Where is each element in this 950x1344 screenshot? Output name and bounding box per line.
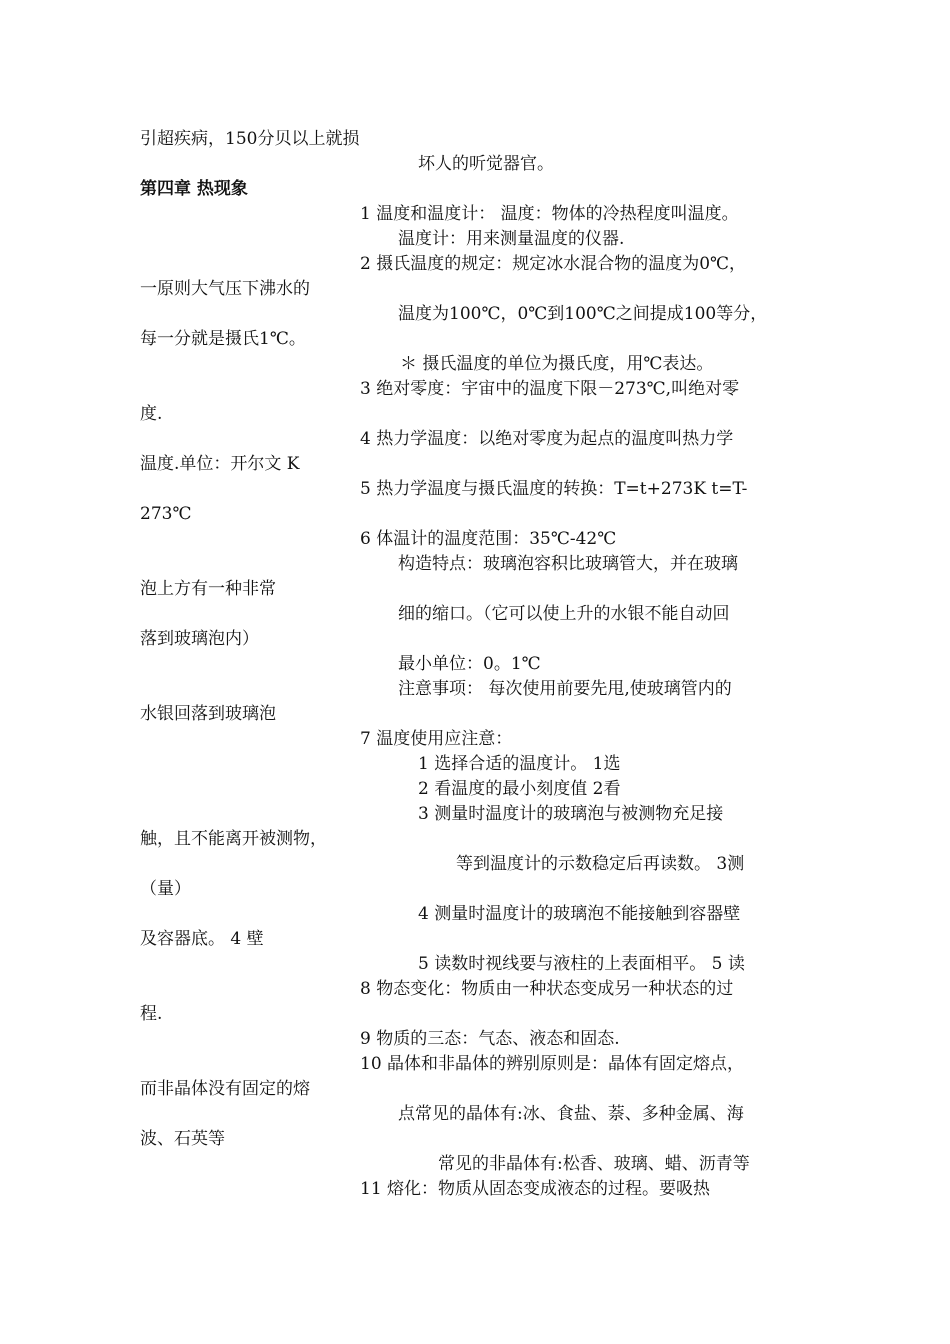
text-line: 细的缩口。（它可以使上升的水银不能自动回	[398, 604, 730, 624]
text-line: 及容器底。 4 壁	[140, 929, 264, 949]
text-line: 泡上方有一种非常	[140, 579, 276, 599]
text-line: 一原则大气压下沸水的	[140, 279, 310, 299]
chapter-heading: 第四章 热现象	[140, 179, 248, 199]
text-line: 2 摄氏温度的规定：规定冰水混合物的温度为0℃，	[360, 254, 747, 274]
text-line: 4 测量时温度计的玻璃泡不能接触到容器壁	[418, 904, 741, 924]
text-line: 2 看温度的最小刻度值 2看	[418, 779, 621, 799]
text-line: 点常见的晶体有:冰、食盐、萘、多种金属、海	[398, 1104, 744, 1124]
text-line: 最小单位：0。1℃	[398, 654, 541, 674]
text-line: 落到玻璃泡内）	[140, 629, 259, 649]
text-line: 7 温度使用应注意：	[360, 729, 513, 749]
text-line: 4 热力学温度：以绝对零度为起点的温度叫热力学	[360, 429, 734, 449]
text-line: 注意事项： 每次使用前要先甩,使玻璃管内的	[398, 679, 732, 699]
text-line: 坏人的听觉器官。	[418, 154, 554, 174]
text-line: 1 选择合适的温度计。 1选	[418, 754, 621, 774]
text-line: 8 物态变化：物质由一种状态变成另一种状态的过	[360, 979, 734, 999]
text-line: 温度计：用来测量温度的仪器.	[398, 229, 625, 249]
text-line: 5 热力学温度与摄氏温度的转换：T=t+273K t=T-	[360, 479, 748, 499]
text-line: 引超疾病，150分贝以上就损	[140, 129, 360, 149]
text-line: 等到温度计的示数稳定后再读数。 3测	[456, 854, 745, 874]
text-line: 温度.单位：开尔文 K	[140, 454, 300, 474]
text-line: 1 温度和温度计： 温度：物体的冷热程度叫温度。	[360, 204, 739, 224]
text-line: 6 体温计的温度范围：35℃-42℃	[360, 529, 617, 549]
text-line: 度.	[140, 404, 163, 424]
text-line: （量）	[140, 879, 191, 899]
text-line: 温度为100℃，0℃到100℃之间提成100等分，	[398, 304, 768, 324]
text-line: 11 熔化：物质从固态变成液态的过程。要吸热	[360, 1179, 711, 1199]
text-line: 3 测量时温度计的玻璃泡与被测物充足接	[418, 804, 724, 824]
text-line: 每一分就是摄氏1℃。	[140, 329, 306, 349]
text-line: 9 物质的三态：气态、液态和固态.	[360, 1029, 620, 1049]
text-line: 构造特点：玻璃泡容积比玻璃管大，并在玻璃	[398, 554, 738, 574]
text-line: 触，且不能离开被测物，	[140, 829, 327, 849]
text-line: 而非晶体没有固定的熔	[140, 1079, 310, 1099]
text-line: 水银回落到玻璃泡	[140, 704, 276, 724]
text-line: 273℃	[140, 504, 192, 524]
text-line: ＊ 摄氏温度的单位为摄氏度，用℃表达。	[400, 354, 714, 374]
text-line: 3 绝对零度：宇宙中的温度下限－273℃,叫绝对零	[360, 379, 740, 399]
text-line: 10 晶体和非晶体的辨别原则是：晶体有固定熔点，	[360, 1054, 745, 1074]
text-line: 常见的非晶体有:松香、玻璃、蜡、沥青等	[438, 1154, 750, 1174]
text-line: 5 读数时视线要与液柱的上表面相平。 5 读	[418, 954, 745, 974]
text-line: 程.	[140, 1004, 163, 1024]
text-line: 波、石英等	[140, 1129, 225, 1149]
